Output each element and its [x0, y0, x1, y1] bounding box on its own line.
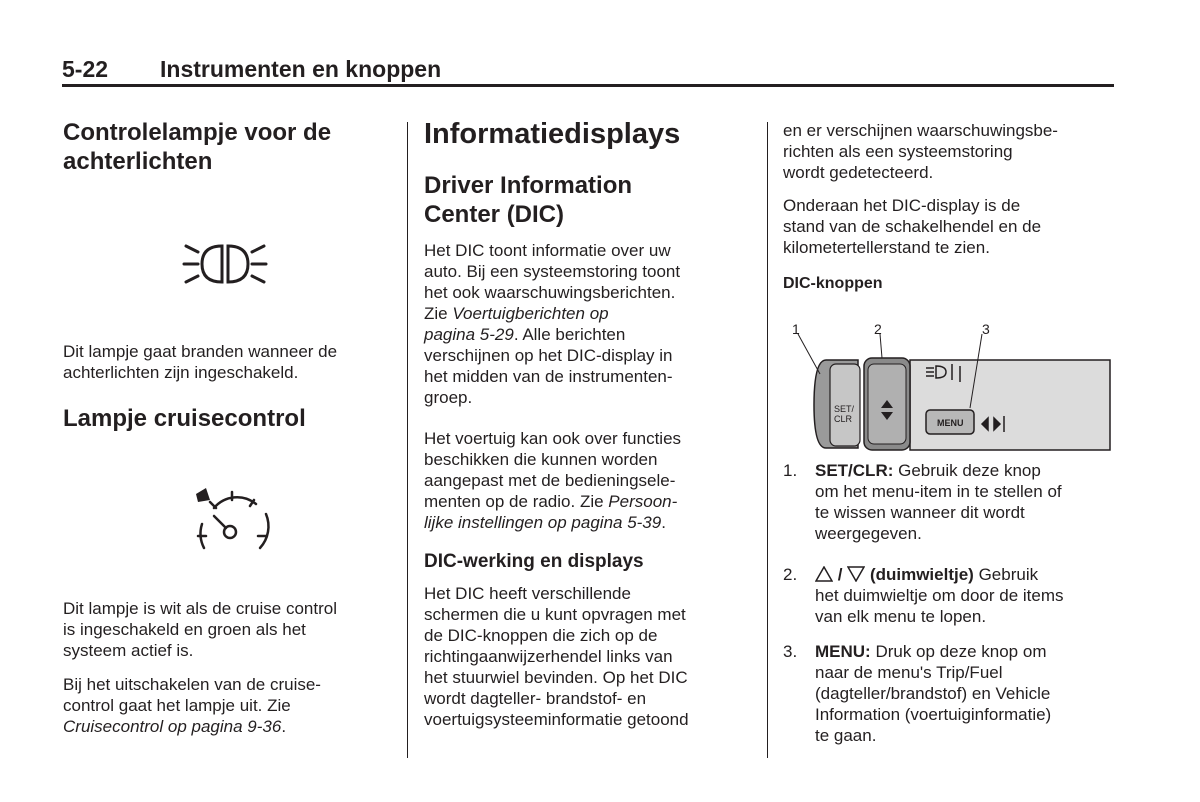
cruise-reference-link[interactable]: Cruisecontrol op pagina 9-36 [63, 717, 282, 736]
column-divider-2 [767, 122, 768, 758]
cruise-paragraph-1: Dit lampje is wit als de cruise control is ingeschakeld en groen als het systeem actief is. [63, 599, 337, 660]
page-header [62, 52, 1114, 88]
cruise-paragraph-2: Bij het uitschakelen van de cruise- control gaat het lampje uit. Zie Cruisecontrol op pagina 9-36. [63, 675, 321, 736]
vehicle-messages-link[interactable]: Voertuigberichten op [452, 304, 609, 323]
triangle-up-icon [815, 566, 833, 582]
callout-1: 1 [792, 321, 800, 337]
set-clr-label-top: SET/ [834, 404, 855, 414]
dic-buttons-heading: DIC-knoppen [783, 275, 883, 292]
column-divider-1 [407, 122, 408, 758]
page-number: 5-22 [62, 56, 109, 82]
cruise-control-indicator-icon [180, 478, 280, 558]
dic-heading: Driver Information Center (DIC) [424, 172, 633, 228]
callout-2: 2 [874, 321, 882, 337]
set-clr-label-bottom: CLR [834, 414, 853, 424]
callout-3: 3 [982, 321, 990, 337]
dic-paragraph-1: Het DIC toont informatie over uw auto. Bij een systeemstoring toont het ook waarschuwingsberichten. Zie Voertuigberichten op pagina 5-29. Alle berichten verschijnen op het DIC-display in het midden van de instrumenten- groep. [424, 241, 681, 407]
dic-operation-heading: DIC-werking en displays [424, 551, 644, 572]
dic-stalk-figure [786, 320, 1116, 456]
rear-lamp-paragraph: Dit lampje gaat branden wanneer de achterlichten zijn ingeschakeld. [63, 342, 338, 382]
menu-button-label: MENU [937, 418, 964, 428]
dic-paragraph-2: Het voertuig kan ook over functies beschikken die kunnen worden aangepast met de bedieningsele- menten op de radio. Zie Persoon- lijke instellingen op pagina 5-39. [424, 429, 682, 532]
rear-lamp-indicator-icon [178, 234, 278, 294]
chapter-title: Instrumenten en knoppen [160, 56, 442, 82]
rear-lamp-heading: Controlelampje voor de achterlichten [63, 119, 332, 175]
header-rule [62, 84, 1114, 87]
cruise-heading: Lampje cruisecontrol [63, 405, 306, 432]
vehicle-messages-page-link[interactable]: pagina 5-29 [424, 325, 514, 344]
personal-settings-page-link[interactable]: lijke instellingen op pagina 5-39 [424, 513, 662, 532]
info-displays-title: Informatiedisplays [424, 118, 681, 150]
personal-settings-link[interactable]: Persoon- [608, 492, 678, 511]
dic-paragraph-3: Het DIC heeft verschillende schermen die u kunt opvragen met de DIC-knoppen die zich op de richtingaanwijzerhendel links van het stuurwiel bevinden. Op het DIC wordt dagteller- brandstof- en voertuigsysteeminformatie getoond [424, 584, 689, 729]
triangle-down-icon [847, 566, 865, 582]
col3-paragraph-1: en er verschijnen waarschuwingsbe- richten als een systeemstoring wordt gedetecteerd. [783, 121, 1058, 182]
col3-paragraph-2: Onderaan het DIC-display is de stand van de schakelhendel en de kilometertellerstand te zien. [783, 196, 1042, 257]
